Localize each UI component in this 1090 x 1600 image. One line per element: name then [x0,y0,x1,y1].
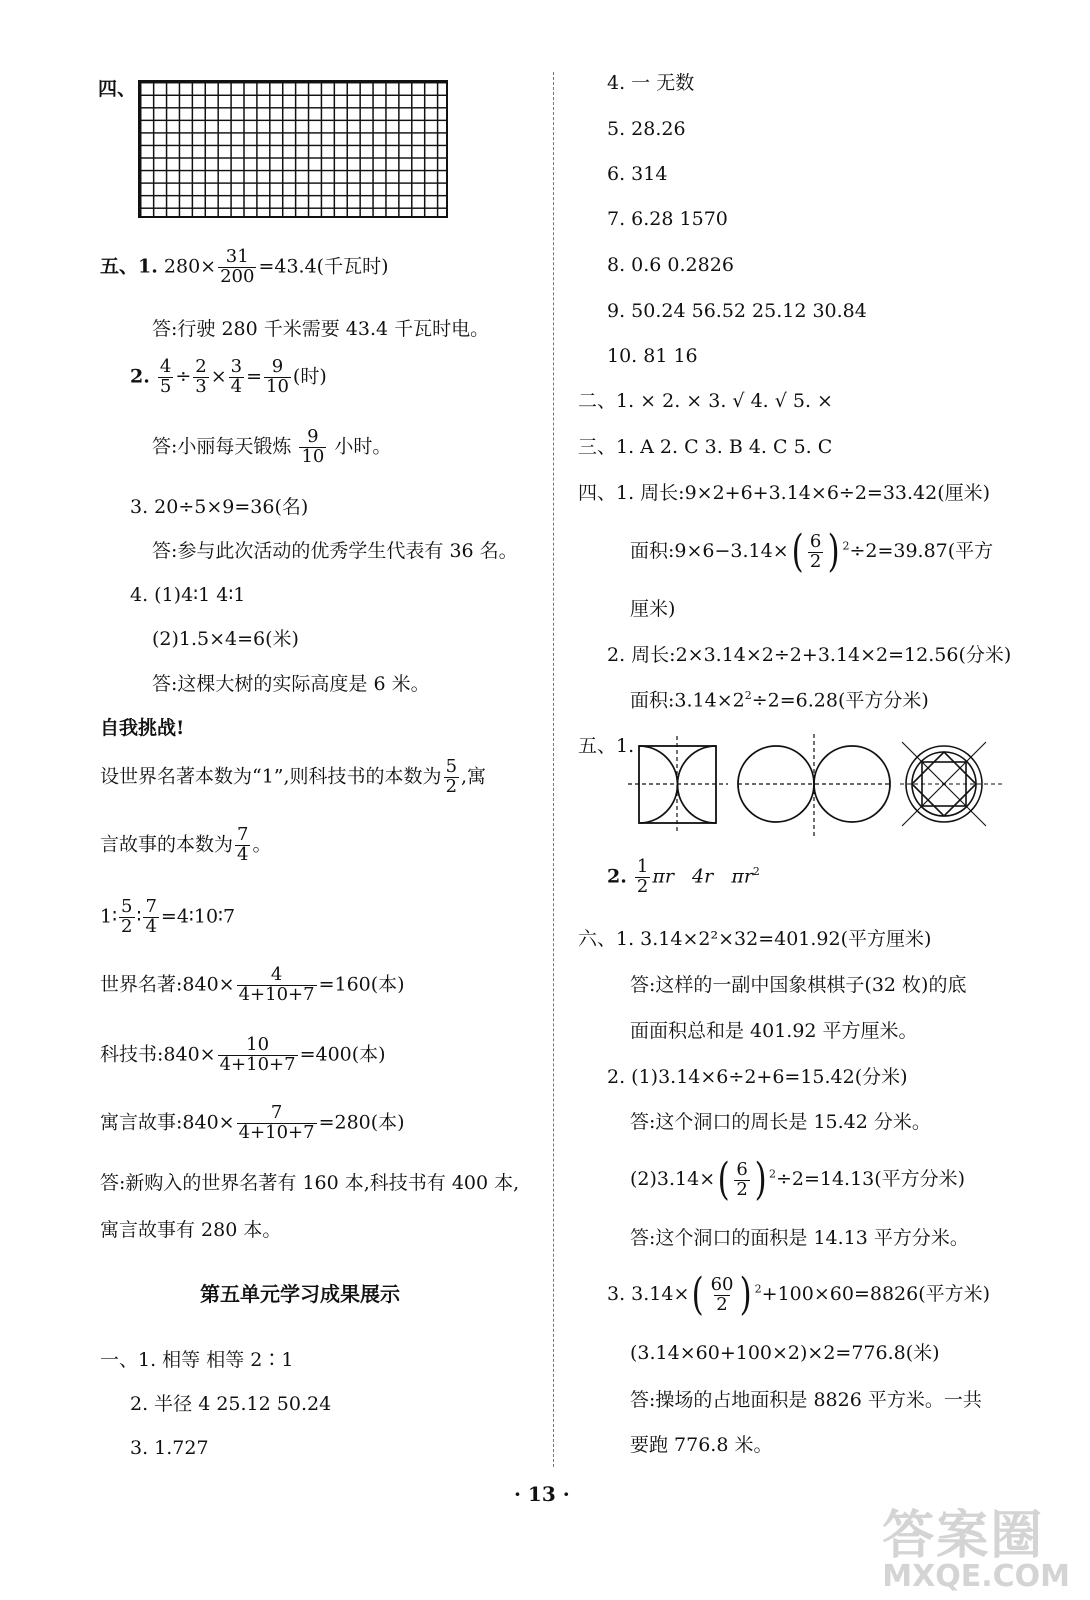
challenge-calc-1: 世界名著:840× $\frac{4}{4+10+7}$ =160(本) [100,964,405,1005]
right-item-9: 9. 50.24 56.52 25.12 30.84 [607,300,867,322]
section-6-1-answer-1: 答:这样的一副中国象棋棋子(32 枚)的底 [630,974,967,996]
right-item-10: 10. 81 16 [607,345,698,367]
challenge-calc-3: 寓言故事:840× $\frac{7}{4+10+7}$ =280(本) [100,1102,405,1143]
q5-4-answer: 答:这棵大树的实际高度是 6 米。 [152,673,430,695]
section-4-area-cont: 厘米) [630,598,676,620]
q5-4-part2: (2)1.5×4=6(米) [152,628,299,650]
right-item-8: 8. 0.6 0.2826 [607,254,734,276]
square-arcs-figure [628,736,728,834]
section-5-label: 五、1. [578,735,635,757]
unit5-q2: 2. 半径 4 25.12 50.24 [130,1393,332,1415]
challenge-calc-2: 科技书:840× $\frac{10}{4+10+7}$ =400(本) [100,1034,386,1075]
section-5-2: 2. $\frac{1}{2}$ πr 4r $\pi r^2$ [607,856,760,897]
section-6-3: 3. 3.14×( $\frac{60}{2}$ ) $^2$+100×60=8826(平方米) [607,1269,991,1320]
right-item-7: 7. 6.28 1570 [607,208,728,230]
challenge-line-2: 言故事的本数为 $\frac{7}{4}$ 。 [100,824,272,865]
q5-2-answer: 答:小丽每天锻炼 $\frac{9}{10}$ 小时。 [152,426,392,467]
challenge-answer-1: 答:新购入的世界名著有 160 本,科技书有 400 本, [100,1172,520,1194]
section-4-label: 四、 [98,78,137,100]
right-item-5: 5. 28.26 [607,118,686,140]
section-6-1: 六、1. 3.14×2²×32=401.92(平方厘米) [578,928,932,950]
q5-4-part1: 4. (1)4∶1 4∶1 [130,584,246,606]
section-2-answers: 二、1. × 2. × 3. √ 4. √ 5. × [578,390,833,412]
grid-figure [138,80,448,218]
section-6-2-2-answer: 答:这个洞口的面积是 14.13 平方分米。 [630,1227,969,1249]
section-6-1-answer-2: 面面积总和是 401.92 平方厘米。 [630,1020,918,1042]
unit5-q1: 一、1. 相等 相等 2∶1 [100,1349,294,1371]
geometry-figures [620,730,1030,840]
challenge-title: 自我挑战! [100,717,185,739]
q5-1-formula: 五、1. 280× $\frac{31}{200}$ =43.4(千瓦时) [100,246,389,287]
concentric-figure [900,742,1002,826]
watermark: 答案圈 MXQE.COM [882,1506,1070,1594]
two-circles-figure [738,734,890,836]
challenge-ratio: 1∶ $\frac{5}{2}$ ∶ $\frac{7}{4}$ =4∶10∶7 [100,896,236,937]
section-6-2-1-answer: 答:这个洞口的周长是 15.42 分米。 [630,1111,931,1133]
page-number: · 13 · [514,1482,570,1506]
q5-2-formula: 2. $\frac{4}{5}$ ÷ $\frac{2}{3}$ × $\frac{3}{4}$ = $\frac{9}{10}$ (时) [130,356,327,397]
section-4-2-area: 面积$:3.14\times 2^2\div 2=6.28$(平方分米) [630,689,929,712]
q5-1-answer: 答:行驶 280 千米需要 43.4 千瓦时电。 [152,318,490,340]
challenge-answer-2: 寓言故事有 280 本。 [100,1219,282,1241]
section-4-perimeter: 四、1. 周长:9×2+6+3.14×6÷2=33.42(厘米) [578,482,991,504]
section-6-3-answer-2: 要跑 776.8 米。 [630,1434,773,1456]
unit5-q3: 3. 1.727 [130,1437,209,1459]
right-item-4: 4. 一 无数 [607,72,695,94]
section-4-area: 面积:9×6−3.14×( $\frac{6}{2}$ ) $^2$÷2=39.87(平方 [630,526,994,577]
right-item-6: 6. 314 [607,163,668,185]
q5-3-formula: 3. 20÷5×9=36(名) [130,496,309,518]
section-6-2-2: (2)3.14×( $\frac{6}{2}$ ) $^2$÷2=14.13(平方分米) [630,1154,966,1205]
section-6-3-perimeter: (3.14×60+100×2)×2=776.8(米) [630,1342,940,1364]
section-6-3-answer-1: 答:操场的占地面积是 8826 平方米。一共 [630,1389,982,1411]
section-6-2-1: 2. (1)3.14×6÷2+6=15.42(分米) [607,1066,908,1088]
column-divider [553,72,554,1467]
section-3-answers: 三、1. A 2. C 3. B 4. C 5. C [578,436,833,458]
section-4-2-perimeter: 2. 周长:2×3.14×2÷2+3.14×2=12.56(分米) [607,644,1012,666]
unit5-heading: 第五单元学习成果展示 [200,1282,400,1306]
challenge-line-1: 设世界名著本数为“1”,则科技书的本数为 $\frac{5}{2}$ ,寓 [100,756,487,797]
q5-3-answer: 答:参与此次活动的优秀学生代表有 36 名。 [152,540,518,562]
